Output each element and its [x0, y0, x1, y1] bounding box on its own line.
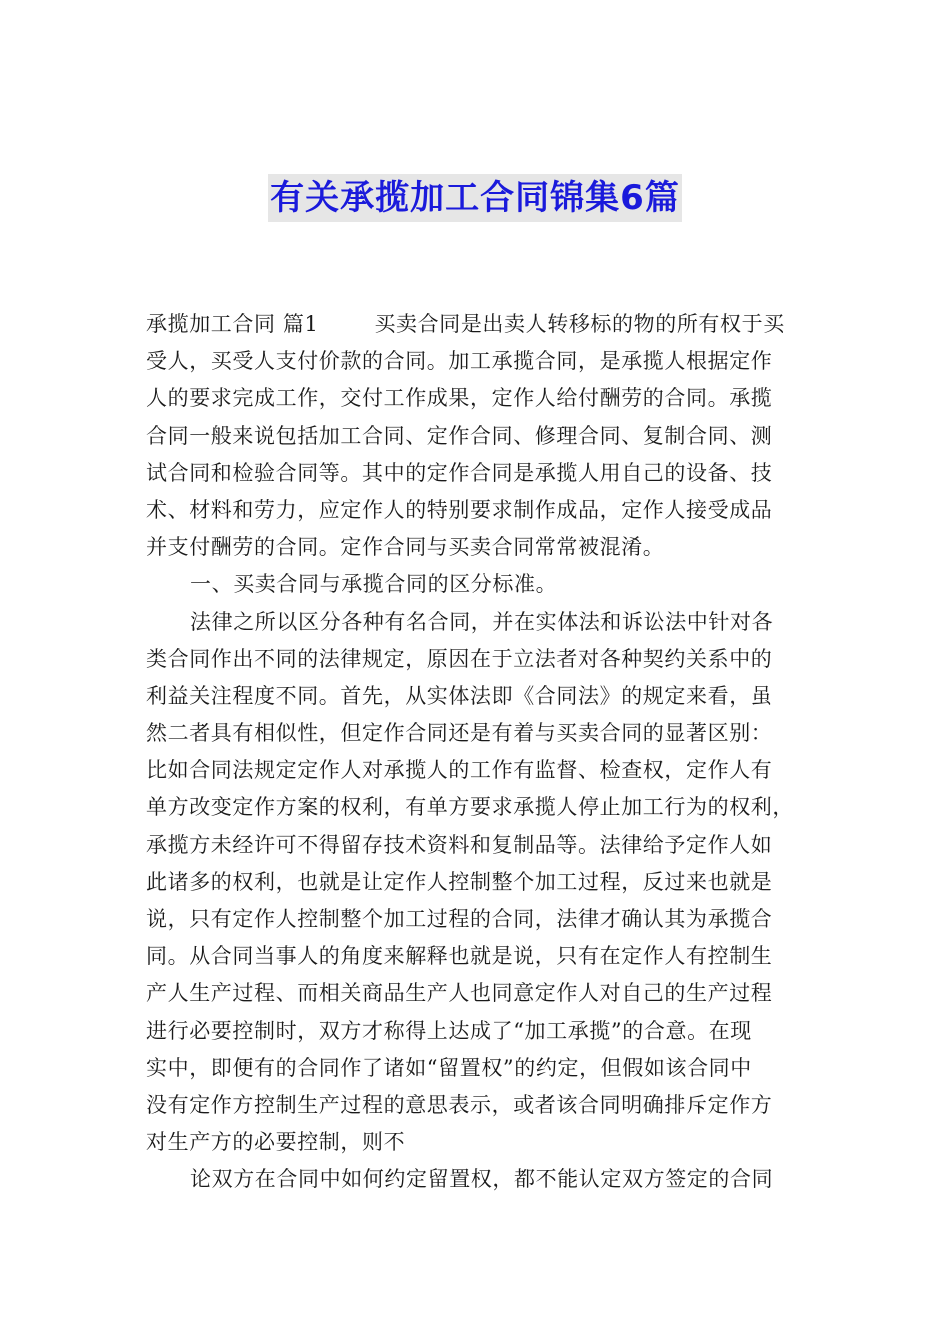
line-text: 买卖合同是出卖人转移标的物的所有权于买 — [374, 312, 785, 336]
text-line — [146, 306, 810, 343]
text-line: 论双方在合同中如何约定留置权，都不能认定双方签定的合同 — [190, 1167, 774, 1192]
text-line: 并支付酬劳的合同。定作合同与买卖合同常常被混淆。 — [146, 535, 665, 560]
text-line: 比如合同法规定定作人对承揽人的工作有监督、检查权，定作人有 — [146, 758, 773, 783]
section-heading: 一、买卖合同与承揽合同的区分标准。 — [190, 572, 558, 597]
text-line: 合同一般来说包括加工合同、定作合同、修理合同、复制合同、测 — [146, 423, 773, 448]
text-line: 人的要求完成工作，交付工作成果，定作人给付酬劳的合同。承揽 — [146, 386, 773, 411]
text-line: 没有定作方控制生产过程的意思表示，或者该合同明确排斥定作方 — [146, 1092, 773, 1117]
text-line: 然二者具有相似性，但定作合同还是有着与买卖合同的显著区别： — [146, 721, 773, 746]
text-line: 承揽方未经许可不得留存技术资料和复制品等。法律给予定作人如 — [146, 832, 773, 857]
text-line: 实中，即便有的合同作了诸如“留置权”的约定，但假如该合同中 — [146, 1055, 752, 1080]
text-line: 类合同作出不同的法律规定，原因在于立法者对各种契约关系中的 — [146, 646, 773, 671]
text-line: 试合同和检验合同等。其中的定作合同是承揽人用自己的设备、技 — [146, 460, 773, 485]
text-line: 单方改变定作方案的权利，有单方要求承揽人停止加工行为的权利， — [146, 795, 794, 820]
text-line: 法律之所以区分各种有名合同，并在实体法和诉讼法中针对各 — [190, 609, 774, 634]
document-title: 有关承揽加工合同锦集6篇 — [268, 174, 682, 222]
text-line: 产人生产过程、而相关商品生产人也同意定作人对自己的生产过程 — [146, 981, 773, 1006]
text-line: 术、材料和劳力，应定作人的特别要求制作成品，定作人接受成品 — [146, 497, 773, 522]
document-body — [146, 306, 810, 1199]
section-label: 承揽加工合同 篇1 — [146, 312, 319, 336]
text-line: 此诸多的权利，也就是让定作人控制整个加工过程，反过来也就是 — [146, 869, 773, 894]
text-line: 说，只有定作人控制整个加工过程的合同，法律才确认其为承揽合 — [146, 907, 773, 931]
text-line: 受人，买受人支付价款的合同。加工承揽合同，是承揽人根据定作 — [146, 349, 773, 374]
title-container — [0, 174, 950, 222]
text-line: 对生产方的必要控制，则不 — [146, 1130, 406, 1155]
text-line: 进行必要控制时，双方才称得上达成了“加工承揽”的合意。在现 — [146, 1018, 752, 1043]
text-line: 利益关注程度不同。首先，从实体法即《合同法》的规定来看，虽 — [146, 683, 773, 708]
text-line: 同。从合同当事人的角度来解释也就是说，只有在定作人有控制生 — [146, 944, 773, 969]
